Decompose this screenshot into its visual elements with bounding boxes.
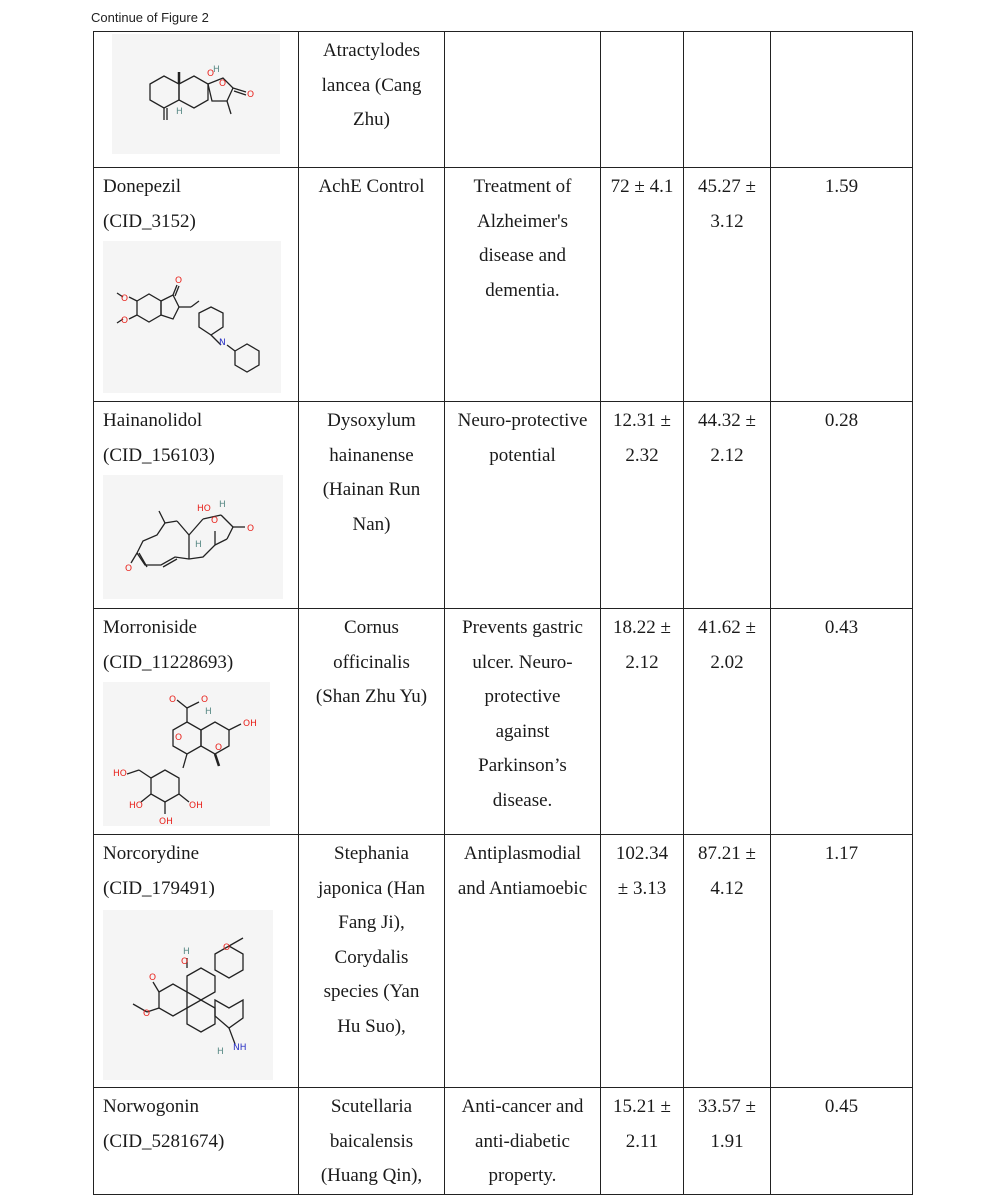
cell-text-line: Cornus (344, 617, 399, 638)
molecule-structure-image (103, 682, 270, 826)
activity-cell (445, 168, 601, 402)
svg-text:O: O (247, 524, 255, 534)
compound-name: Norcorydine (103, 843, 200, 864)
ratio-cell: 1.17 (771, 835, 913, 1088)
cell-text-line: ulcer. Neuro- (472, 651, 573, 673)
cell-text-line: 12.31 ± (613, 410, 671, 431)
molecule-structure-image (112, 34, 280, 154)
morroniside-structure (103, 682, 270, 826)
cell-text-line: 4.12 (710, 877, 744, 899)
compound-name: Norwogonin (103, 1096, 200, 1117)
molecule-structure-image (103, 910, 273, 1080)
compound-cid: (CID_156103) (103, 444, 215, 466)
cell-text-line: Neuro-protective (457, 410, 588, 431)
svg-text:O: O (149, 973, 157, 983)
table-row (94, 609, 913, 835)
cell-text-line: and Antiamoebic (457, 877, 588, 899)
cell-text-line: hainanense (329, 444, 414, 466)
value2-cell (684, 32, 771, 168)
svg-text:OH: OH (159, 817, 173, 826)
compound-name: Morroniside (103, 617, 197, 638)
svg-text:O: O (219, 79, 227, 89)
atractylenolide-structure (112, 34, 280, 154)
svg-text:O: O (207, 69, 215, 79)
svg-text:O: O (181, 957, 189, 967)
activity-cell (445, 609, 601, 835)
svg-text:OH: OH (243, 719, 257, 729)
cell-text-line: 15.21 ± (613, 1096, 671, 1117)
source-cell (299, 168, 445, 402)
cell-text-line: 3.12 (710, 210, 744, 232)
svg-text:N: N (219, 338, 226, 348)
cell-text-line: AchE Control (318, 176, 425, 197)
table-row (94, 402, 913, 609)
svg-text:H: H (217, 1047, 224, 1057)
value1-cell (601, 32, 684, 168)
source-cell (299, 835, 445, 1088)
cell-text-line: Hu Suo), (337, 1015, 406, 1037)
compound-cell (94, 402, 299, 609)
compound-cell (94, 1088, 299, 1195)
svg-text:O: O (247, 90, 255, 100)
cell-text-line: 2.12 (710, 444, 744, 466)
compound-cid: (CID_3152) (103, 210, 196, 232)
activity-cell (445, 402, 601, 609)
cell-text-line: 2.02 (710, 651, 744, 673)
svg-text:O: O (143, 1009, 151, 1019)
cell-text-line: 44.32 ± (698, 410, 756, 431)
cell-text-line: anti-diabetic (475, 1130, 570, 1152)
cell-text-line: japonica (Han (317, 877, 426, 899)
svg-text:O: O (121, 294, 129, 304)
ratio-cell (771, 32, 913, 168)
cell-text-line: Atractylodes (322, 40, 421, 61)
cell-text-line: 2.12 (625, 651, 659, 673)
cell-text-line: Nan) (352, 513, 391, 535)
value1-cell (601, 835, 684, 1088)
cell-text-line: 45.27 ± (698, 176, 756, 197)
svg-text:O: O (211, 516, 219, 526)
svg-text:HO: HO (129, 801, 143, 811)
svg-text:O: O (175, 276, 183, 286)
compound-name: Hainanolidol (103, 410, 203, 431)
compound-table (93, 31, 913, 1195)
svg-text:O: O (121, 316, 129, 326)
source-cell (299, 1088, 445, 1195)
value2-cell (684, 168, 771, 402)
cell-text-line: property. (488, 1165, 557, 1186)
cell-text-line: Corydalis (334, 946, 409, 968)
cell-text-line: Dysoxylum (327, 410, 416, 431)
cell-text-line: officinalis (333, 651, 410, 673)
source-cell (299, 32, 445, 168)
cell-text-line: ± 3.13 (617, 877, 667, 899)
compound-cell (94, 32, 299, 168)
table-row (94, 835, 913, 1088)
cell-text-line: 87.21 ± (698, 843, 756, 864)
cell-text-line: against (495, 720, 550, 742)
value2-cell (684, 402, 771, 609)
value2-cell (684, 609, 771, 835)
cell-text-line: (Hainan Run (322, 479, 421, 500)
cell-text-line: Prevents gastric (462, 617, 583, 638)
table-row (94, 32, 913, 168)
activity-cell (445, 32, 601, 168)
compound-cell (94, 835, 299, 1088)
compound-cell (94, 609, 299, 835)
cell-text-line: 33.57 ± (698, 1096, 756, 1117)
activity-cell (445, 1088, 601, 1195)
cell-text-line: 72 ± 4.1 (610, 176, 674, 197)
cell-text-line: 2.11 (625, 1130, 659, 1152)
cell-text-line: Parkinson’s (478, 755, 567, 776)
svg-text:H: H (213, 65, 220, 75)
figure-caption: Continue of Figure 2 (91, 10, 209, 25)
cell-text-line: dementia. (485, 279, 560, 301)
cell-text-line: Alzheimer's (476, 210, 568, 232)
cell-text-line: protective (484, 686, 561, 707)
svg-text:HO: HO (197, 504, 211, 514)
cell-text-line: (Huang Qin), (320, 1165, 423, 1186)
compound-name: Donepezil (103, 176, 182, 197)
compound-cid: (CID_179491) (103, 877, 215, 899)
ratio-cell: 0.43 (771, 609, 913, 835)
value1-cell (601, 609, 684, 835)
cell-text-line: baicalensis (329, 1130, 414, 1152)
cell-text-line: Fang Ji), (338, 912, 405, 933)
table-row (94, 168, 913, 402)
ratio-cell: 1.59 (771, 168, 913, 402)
svg-text:O: O (201, 695, 209, 705)
svg-text:H: H (183, 947, 190, 957)
source-cell (299, 402, 445, 609)
donepezil-structure (103, 241, 281, 393)
cell-text-line: Zhu) (353, 109, 390, 130)
cell-text-line: 18.22 ± (613, 617, 671, 638)
molecule-structure-image (103, 475, 283, 599)
cell-text-line: Stephania (334, 843, 409, 864)
compound-cid: (CID_11228693) (103, 651, 234, 673)
cell-text-line: Treatment of (473, 176, 572, 197)
cell-text-line: Scutellaria (330, 1096, 413, 1117)
table-row (94, 1088, 913, 1195)
svg-text:OH: OH (189, 801, 203, 811)
svg-text:O: O (125, 564, 133, 574)
svg-text:O: O (223, 943, 231, 953)
compound-cell (94, 168, 299, 402)
svg-text:H: H (176, 107, 183, 117)
molecule-structure-image (103, 241, 281, 393)
hainanolidol-structure (103, 475, 283, 599)
cell-text-line: 102.34 (615, 843, 669, 864)
cell-text-line: Antiplasmodial (463, 843, 582, 864)
activity-cell (445, 835, 601, 1088)
cell-text-line: 1.91 (710, 1130, 744, 1152)
ratio-cell: 0.28 (771, 402, 913, 609)
svg-text:H: H (205, 707, 212, 717)
value1-cell (601, 168, 684, 402)
svg-text:O: O (169, 695, 177, 705)
norcorydine-structure (103, 910, 273, 1080)
svg-text:H: H (195, 540, 202, 550)
svg-text:O: O (215, 743, 223, 753)
cell-text-line: 2.32 (625, 444, 659, 466)
source-cell (299, 609, 445, 835)
cell-text-line: lancea (Cang (321, 74, 422, 96)
value1-cell (601, 402, 684, 609)
cell-text-line: 41.62 ± (698, 617, 756, 638)
value1-cell (601, 1088, 684, 1195)
svg-text:HO: HO (113, 769, 127, 779)
compound-cid: (CID_5281674) (103, 1130, 225, 1152)
svg-text:H: H (219, 500, 226, 510)
cell-text-line: species (Yan (323, 981, 420, 1002)
ratio-cell: 0.45 (771, 1088, 913, 1195)
cell-text-line: Anti-cancer and (461, 1096, 584, 1117)
svg-text:NH: NH (233, 1043, 247, 1053)
cell-text-line: disease and (478, 245, 567, 266)
cell-text-line: disease. (492, 789, 553, 811)
value2-cell (684, 1088, 771, 1195)
value2-cell (684, 835, 771, 1088)
cell-text-line: potential (489, 444, 556, 466)
svg-text:O: O (175, 733, 183, 743)
cell-text-line: (Shan Zhu Yu) (315, 686, 428, 707)
